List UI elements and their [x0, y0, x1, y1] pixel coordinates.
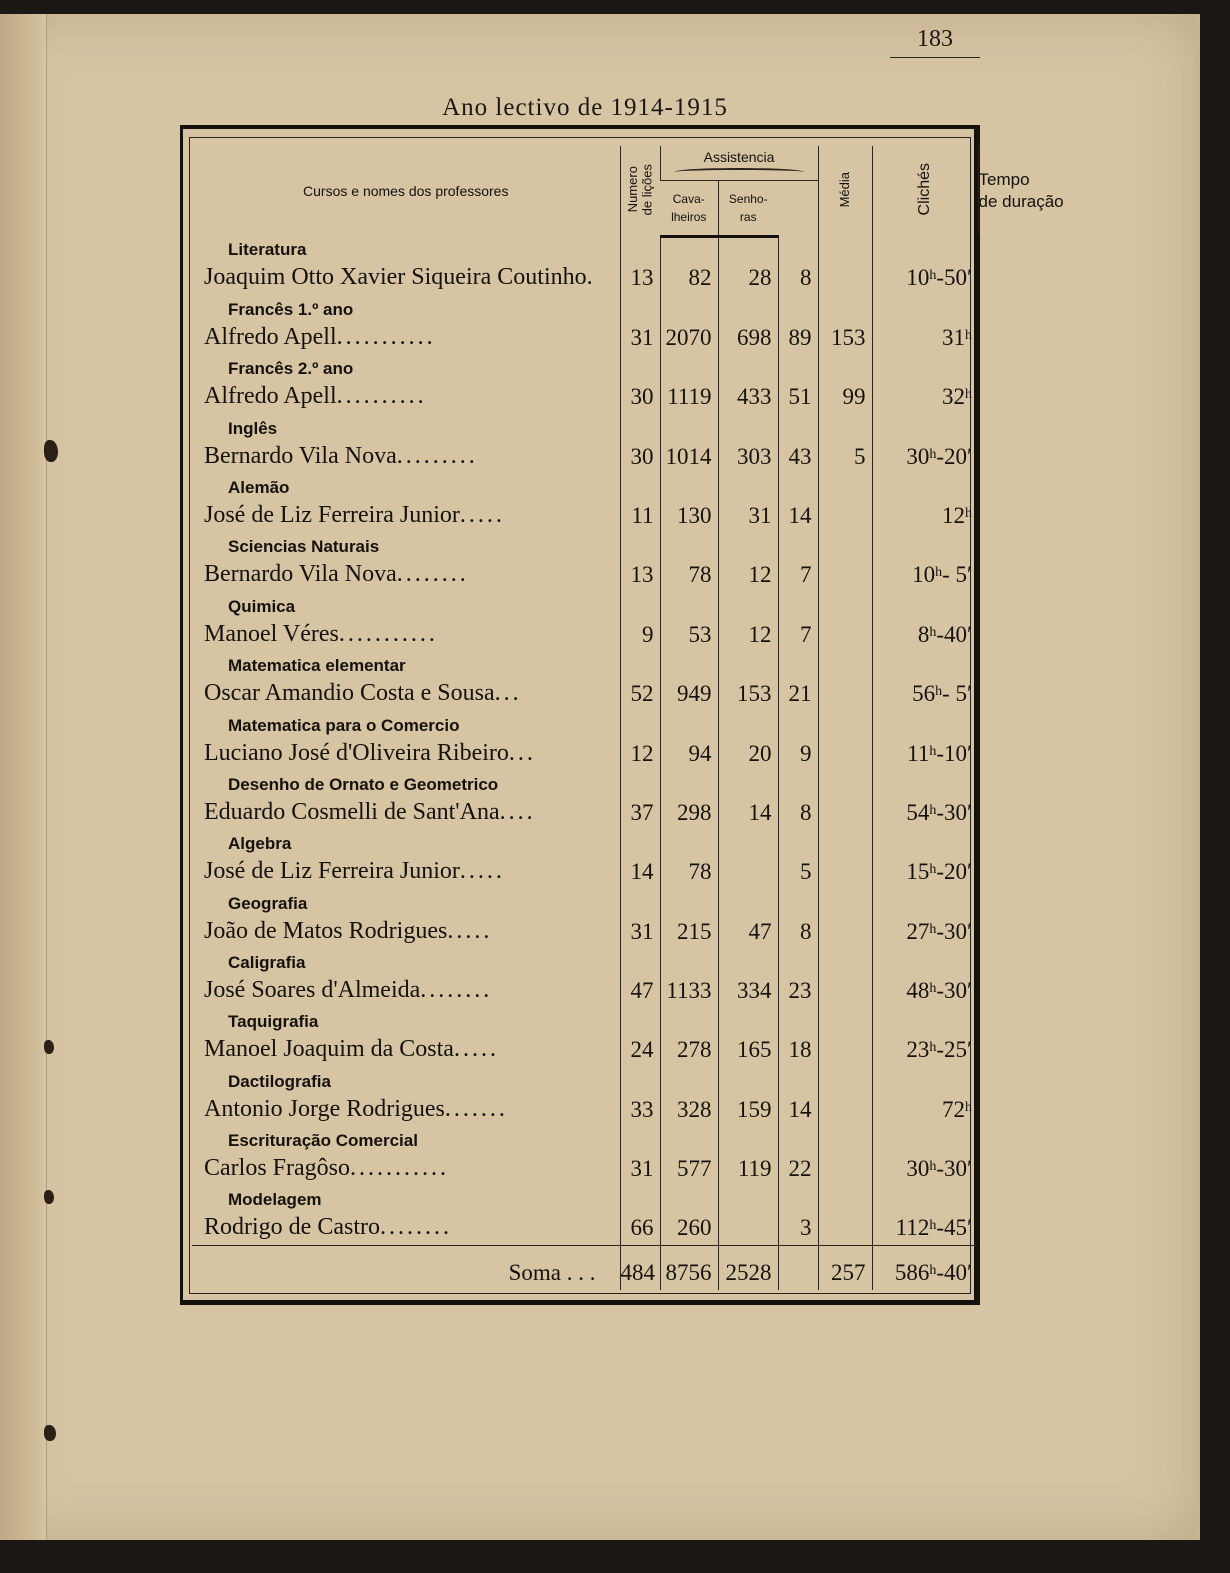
leader-dots: ........... — [336, 323, 436, 350]
duration-hours: 15 — [906, 859, 930, 885]
course-attendance-table — [192, 146, 1064, 1290]
cell-gentlemen: 215 — [660, 889, 718, 948]
teacher-line — [204, 1155, 620, 1182]
hour-unit: h — [929, 1040, 937, 1056]
cell-slides — [818, 474, 872, 533]
leader-dots: ........... — [350, 1155, 449, 1182]
hour-unit: h — [929, 446, 937, 462]
cell-average: 22 — [778, 1127, 818, 1186]
cell-average: 14 — [778, 1067, 818, 1126]
cell-slides — [818, 236, 872, 295]
cell-course-teacher — [192, 889, 620, 948]
cell-duration — [872, 1008, 978, 1067]
cell-ladies — [718, 1186, 778, 1245]
cell-slides: 99 — [818, 355, 872, 414]
cell-course-teacher — [192, 1008, 620, 1067]
cell-lessons: 30 — [620, 414, 660, 473]
course-name: Francês 1.º ano — [228, 299, 354, 319]
header-gentlemen-label: Cava- lheiros — [671, 191, 707, 224]
duration-minutes: -30′ — [936, 799, 973, 825]
header-attendance-label: Assistencia — [703, 149, 775, 166]
duration-hours: 31 — [942, 324, 966, 350]
cell-duration — [872, 533, 978, 592]
cell-course-teacher — [192, 414, 620, 473]
cell-average: 89 — [778, 295, 818, 354]
teacher-line — [204, 383, 620, 410]
cell-slides — [818, 1186, 872, 1245]
cell-course-teacher — [192, 533, 620, 592]
cell-ladies: 153 — [718, 652, 778, 711]
table-row — [192, 1186, 978, 1245]
cell-average: 3 — [778, 1186, 818, 1245]
teacher-name: Antonio Jorge Rodrigues — [204, 1095, 445, 1122]
duration-hours: 112 — [895, 1215, 930, 1241]
ink-stain — [44, 1190, 54, 1204]
course-name: Sciencias Naturais — [228, 537, 380, 557]
course-name: Caligrafia — [228, 953, 306, 973]
leader-dots: . — [586, 264, 596, 291]
leader-dots: ......... — [396, 442, 478, 469]
teacher-name: Carlos Fragôso — [204, 1155, 350, 1182]
cell-slides — [818, 1067, 872, 1126]
leader-dots: ... — [508, 739, 536, 766]
teacher-line — [204, 621, 620, 648]
cell-gentlemen: 82 — [660, 236, 718, 295]
teacher-name: Joaquim Otto Xavier Siqueira Coutinho — [204, 264, 587, 291]
duration-minutes: -30′ — [936, 1156, 973, 1182]
table-row — [192, 1008, 978, 1067]
header-attendance — [660, 146, 818, 180]
duration-minutes: - 5′ — [942, 562, 973, 588]
cell-duration — [872, 830, 978, 889]
cell-course-teacher — [192, 355, 620, 414]
leader-dots: ... — [494, 680, 522, 707]
table-row — [192, 592, 978, 651]
cell-average: 5 — [778, 830, 818, 889]
header-slides — [872, 146, 978, 236]
table-row — [192, 295, 978, 354]
cell-average: 7 — [778, 592, 818, 651]
table-body — [192, 236, 978, 1290]
cell-ladies: 334 — [718, 949, 778, 1008]
teacher-name: Manoel Joaquim da Costa — [204, 1036, 454, 1063]
table-row — [192, 355, 978, 414]
teacher-name: José de Liz Ferreira Junior — [204, 858, 460, 885]
hour-unit: h — [929, 268, 937, 284]
leader-dots: ..... — [453, 1036, 499, 1063]
teacher-line — [204, 561, 620, 588]
cell-lessons: 66 — [620, 1186, 660, 1245]
cell-duration — [872, 1186, 978, 1245]
header-slides-label: Clichés — [916, 163, 934, 216]
duration-hours: 23 — [906, 1037, 930, 1063]
duration-minutes: -40′ — [936, 621, 973, 647]
cell-lessons: 31 — [620, 1127, 660, 1186]
duration-minutes: -30′ — [936, 978, 973, 1004]
duration-hours: 72 — [942, 1096, 966, 1122]
cell-slides: 153 — [818, 295, 872, 354]
course-name: Inglês — [228, 418, 278, 438]
header-lessons — [620, 146, 660, 236]
teacher-name: Oscar Amandio Costa e Sousa — [204, 680, 495, 707]
teacher-line — [204, 740, 620, 767]
cell-lessons: 47 — [620, 949, 660, 1008]
teacher-line — [204, 799, 620, 826]
cell-ladies: 303 — [718, 414, 778, 473]
cell-course-teacher — [192, 1186, 620, 1245]
hour-unit: h — [929, 1218, 937, 1234]
leader-dots: ........... — [338, 620, 438, 647]
duration-hours: 32 — [942, 384, 966, 410]
cell-gentlemen: 130 — [660, 474, 718, 533]
hour-unit: h — [929, 921, 937, 937]
total-minutes: -40′ — [936, 1259, 973, 1285]
duration-hours: 54 — [906, 799, 930, 825]
course-name: Taquigrafia — [228, 1012, 319, 1032]
leader-dots: ..... — [459, 501, 505, 528]
table-row — [192, 771, 978, 830]
course-name: Matematica elementar — [228, 656, 406, 676]
teacher-line — [204, 1214, 620, 1241]
cell-lessons: 24 — [620, 1008, 660, 1067]
total-duration — [872, 1246, 978, 1290]
cell-course-teacher — [192, 711, 620, 770]
duration-minutes: -20′ — [936, 443, 973, 469]
duration-hours: 12 — [942, 502, 966, 528]
cell-gentlemen: 94 — [660, 711, 718, 770]
cell-course-teacher — [192, 236, 620, 295]
duration-hours: 56 — [912, 681, 936, 707]
page-heading: Ano lectivo de 1914-1915 — [442, 94, 728, 121]
header-average — [818, 146, 872, 236]
cell-duration — [872, 889, 978, 948]
header-average-label: Média — [836, 171, 852, 208]
cell-average: 43 — [778, 414, 818, 473]
duration-minutes: -10′ — [936, 740, 973, 766]
duration-minutes: -50′ — [936, 265, 973, 291]
cell-lessons: 33 — [620, 1067, 660, 1126]
table-row — [192, 533, 978, 592]
cell-gentlemen: 1014 — [660, 414, 718, 473]
cell-slides — [818, 889, 872, 948]
total-gentlemen: 8756 — [660, 1246, 718, 1290]
teacher-name: Bernardo Vila Nova — [204, 442, 397, 469]
cell-duration — [872, 652, 978, 711]
hour-unit: h — [935, 565, 943, 581]
total-ladies: 2528 — [718, 1246, 778, 1290]
cell-gentlemen: 1133 — [660, 949, 718, 1008]
cell-lessons: 13 — [620, 236, 660, 295]
cell-average: 7 — [778, 533, 818, 592]
total-label: Soma . . . — [192, 1246, 620, 1290]
course-name: Geografia — [228, 893, 308, 913]
cell-ladies: 119 — [718, 1127, 778, 1186]
cell-gentlemen: 278 — [660, 1008, 718, 1067]
teacher-line — [204, 918, 620, 945]
table-row — [192, 652, 978, 711]
duration-hours: 30 — [906, 443, 930, 469]
cell-average: 23 — [778, 949, 818, 1008]
header-ladies-label: Senho- ras — [728, 191, 768, 224]
teacher-name: José Soares d'Almeida — [204, 977, 421, 1004]
cell-duration — [872, 236, 978, 295]
course-name: Alemão — [228, 477, 290, 497]
teacher-line — [204, 324, 620, 351]
cell-ladies — [718, 830, 778, 889]
cell-duration — [872, 592, 978, 651]
hour-unit: h — [929, 802, 937, 818]
hour-unit: h — [929, 1262, 937, 1278]
cell-ladies: 12 — [718, 592, 778, 651]
leader-dots: ........ — [379, 1214, 452, 1241]
cell-duration — [872, 414, 978, 473]
cell-course-teacher — [192, 592, 620, 651]
duration-hours: 48 — [906, 978, 930, 1004]
teacher-line — [204, 858, 620, 885]
teacher-line — [204, 264, 620, 291]
ink-stain — [44, 1040, 54, 1054]
cell-lessons: 13 — [620, 533, 660, 592]
course-name: Algebra — [228, 834, 292, 854]
hour-unit: h — [965, 387, 973, 403]
cell-course-teacher — [192, 771, 620, 830]
table-row — [192, 474, 978, 533]
duration-minutes: -20′ — [936, 859, 973, 885]
cell-gentlemen: 1119 — [660, 355, 718, 414]
duration-minutes: -45′ — [936, 1215, 973, 1241]
duration-hours: 11 — [907, 740, 930, 766]
cell-gentlemen: 2070 — [660, 295, 718, 354]
teacher-line — [204, 977, 620, 1004]
cell-slides — [818, 949, 872, 1008]
header-lessons-label: Numero de lições — [624, 163, 654, 216]
table-row — [192, 414, 978, 473]
cell-duration — [872, 355, 978, 414]
cell-ladies: 165 — [718, 1008, 778, 1067]
header-course-teacher: Cursos e nomes dos professores — [303, 183, 509, 199]
course-name: Escrituração Comercial — [228, 1131, 418, 1151]
cell-slides — [818, 711, 872, 770]
cell-gentlemen: 949 — [660, 652, 718, 711]
cell-duration — [872, 1067, 978, 1126]
leader-dots: .......... — [336, 383, 427, 410]
cell-average: 8 — [778, 236, 818, 295]
cell-ladies: 20 — [718, 711, 778, 770]
teacher-name: Alfredo Apell — [204, 383, 337, 410]
cell-gentlemen: 328 — [660, 1067, 718, 1126]
teacher-line — [204, 1096, 620, 1123]
teacher-name: Luciano José d'Oliveira Ribeiro — [204, 739, 509, 766]
cell-average: 18 — [778, 1008, 818, 1067]
cell-slides — [818, 1127, 872, 1186]
teacher-name: Rodrigo de Castro — [204, 1214, 380, 1241]
duration-minutes: -25′ — [936, 1037, 973, 1063]
cell-lessons: 31 — [620, 295, 660, 354]
table-row — [192, 949, 978, 1008]
cell-ladies: 28 — [718, 236, 778, 295]
cell-average: 21 — [778, 652, 818, 711]
cell-duration — [872, 1127, 978, 1186]
cell-course-teacher — [192, 949, 620, 1008]
hour-unit: h — [929, 624, 937, 640]
cell-lessons: 12 — [620, 711, 660, 770]
cell-slides — [818, 652, 872, 711]
page-spine — [0, 14, 47, 1540]
cell-lessons: 11 — [620, 474, 660, 533]
hour-unit: h — [965, 1099, 973, 1115]
leader-dots: ....... — [444, 1095, 508, 1122]
cell-duration — [872, 295, 978, 354]
teacher-line — [204, 680, 620, 707]
cell-ladies: 31 — [718, 474, 778, 533]
teacher-name: Bernardo Vila Nova — [204, 561, 397, 588]
cell-lessons: 30 — [620, 355, 660, 414]
page-number: 183 — [890, 26, 980, 58]
cell-ladies: 159 — [718, 1067, 778, 1126]
duration-hours: 8 — [917, 621, 930, 647]
total-slides: 257 — [818, 1246, 872, 1290]
header-gentlemen — [660, 180, 718, 236]
teacher-name: João de Matos Rodrigues — [204, 917, 448, 944]
leader-dots: ..... — [447, 917, 493, 944]
table-row — [192, 1127, 978, 1186]
cell-gentlemen: 78 — [660, 830, 718, 889]
cell-slides — [818, 771, 872, 830]
cell-course-teacher — [192, 652, 620, 711]
cell-lessons: 31 — [620, 889, 660, 948]
cell-slides — [818, 1008, 872, 1067]
total-average — [778, 1246, 818, 1290]
course-name: Literatura — [228, 240, 307, 260]
leader-dots: ........ — [396, 561, 469, 588]
cell-gentlemen: 298 — [660, 771, 718, 830]
hour-unit: h — [929, 981, 937, 997]
course-name: Matematica para o Comercio — [228, 715, 460, 735]
total-hours: 586 — [894, 1259, 930, 1285]
teacher-name: Eduardo Cosmelli de Sant'Ana — [204, 798, 500, 825]
cell-ladies: 12 — [718, 533, 778, 592]
duration-hours: 30 — [906, 1156, 930, 1182]
leader-dots: ........ — [420, 977, 493, 1004]
table-row — [192, 889, 978, 948]
hour-unit: h — [929, 862, 937, 878]
duration-hours: 27 — [906, 918, 930, 944]
teacher-name: Manoel Véres — [204, 620, 339, 647]
teacher-name: Alfredo Apell — [204, 323, 337, 350]
cell-duration — [872, 949, 978, 1008]
hour-unit: h — [965, 505, 973, 521]
duration-hours: 10 — [912, 562, 936, 588]
course-name: Francês 2.º ano — [228, 359, 354, 379]
cell-lessons: 14 — [620, 830, 660, 889]
cell-lessons: 9 — [620, 592, 660, 651]
cell-gentlemen: 260 — [660, 1186, 718, 1245]
cell-average: 8 — [778, 771, 818, 830]
ink-stain — [44, 1425, 56, 1441]
cell-course-teacher — [192, 1127, 620, 1186]
header-duration-label: Tempo de duração — [978, 169, 1064, 211]
leader-dots: .... — [499, 798, 536, 825]
cell-duration — [872, 711, 978, 770]
cell-lessons: 37 — [620, 771, 660, 830]
course-name: Dactilografia — [228, 1071, 331, 1091]
attendance-brace — [674, 168, 804, 176]
teacher-name: José de Liz Ferreira Junior — [204, 501, 460, 528]
table-row — [192, 830, 978, 889]
cell-ladies: 433 — [718, 355, 778, 414]
course-name: Desenho de Ornato e Geometrico — [228, 774, 499, 794]
leader-dots: ..... — [459, 858, 505, 885]
course-name: Quimica — [228, 596, 296, 616]
cell-ladies: 698 — [718, 295, 778, 354]
cell-slides — [818, 592, 872, 651]
cell-average: 9 — [778, 711, 818, 770]
cell-slides — [818, 533, 872, 592]
cell-lessons: 52 — [620, 652, 660, 711]
total-row — [192, 1246, 978, 1290]
hour-unit: h — [929, 743, 937, 759]
cell-average: 51 — [778, 355, 818, 414]
hour-unit: h — [965, 327, 973, 343]
ink-stain — [44, 440, 58, 462]
cell-course-teacher — [192, 295, 620, 354]
teacher-line — [204, 502, 620, 529]
total-lessons: 484 — [620, 1246, 660, 1290]
table-row — [192, 236, 978, 295]
course-name: Modelagem — [228, 1190, 322, 1210]
cell-course-teacher — [192, 830, 620, 889]
cell-gentlemen: 78 — [660, 533, 718, 592]
cell-ladies: 47 — [718, 889, 778, 948]
duration-minutes: - 5′ — [942, 681, 973, 707]
duration-hours: 10 — [906, 265, 930, 291]
hour-unit: h — [935, 684, 943, 700]
cell-course-teacher — [192, 1067, 620, 1126]
table-row — [192, 711, 978, 770]
teacher-line — [204, 443, 620, 470]
cell-gentlemen: 577 — [660, 1127, 718, 1186]
header-ladies — [718, 180, 778, 236]
cell-gentlemen: 53 — [660, 592, 718, 651]
cell-slides — [818, 830, 872, 889]
cell-course-teacher — [192, 474, 620, 533]
cell-average: 14 — [778, 474, 818, 533]
duration-minutes: -30′ — [936, 918, 973, 944]
cell-slides: 5 — [818, 414, 872, 473]
cell-average: 8 — [778, 889, 818, 948]
cell-ladies: 14 — [718, 771, 778, 830]
table-row — [192, 1067, 978, 1126]
cell-duration — [872, 474, 978, 533]
hour-unit: h — [929, 1159, 937, 1175]
cell-duration — [872, 771, 978, 830]
teacher-line — [204, 1036, 620, 1063]
